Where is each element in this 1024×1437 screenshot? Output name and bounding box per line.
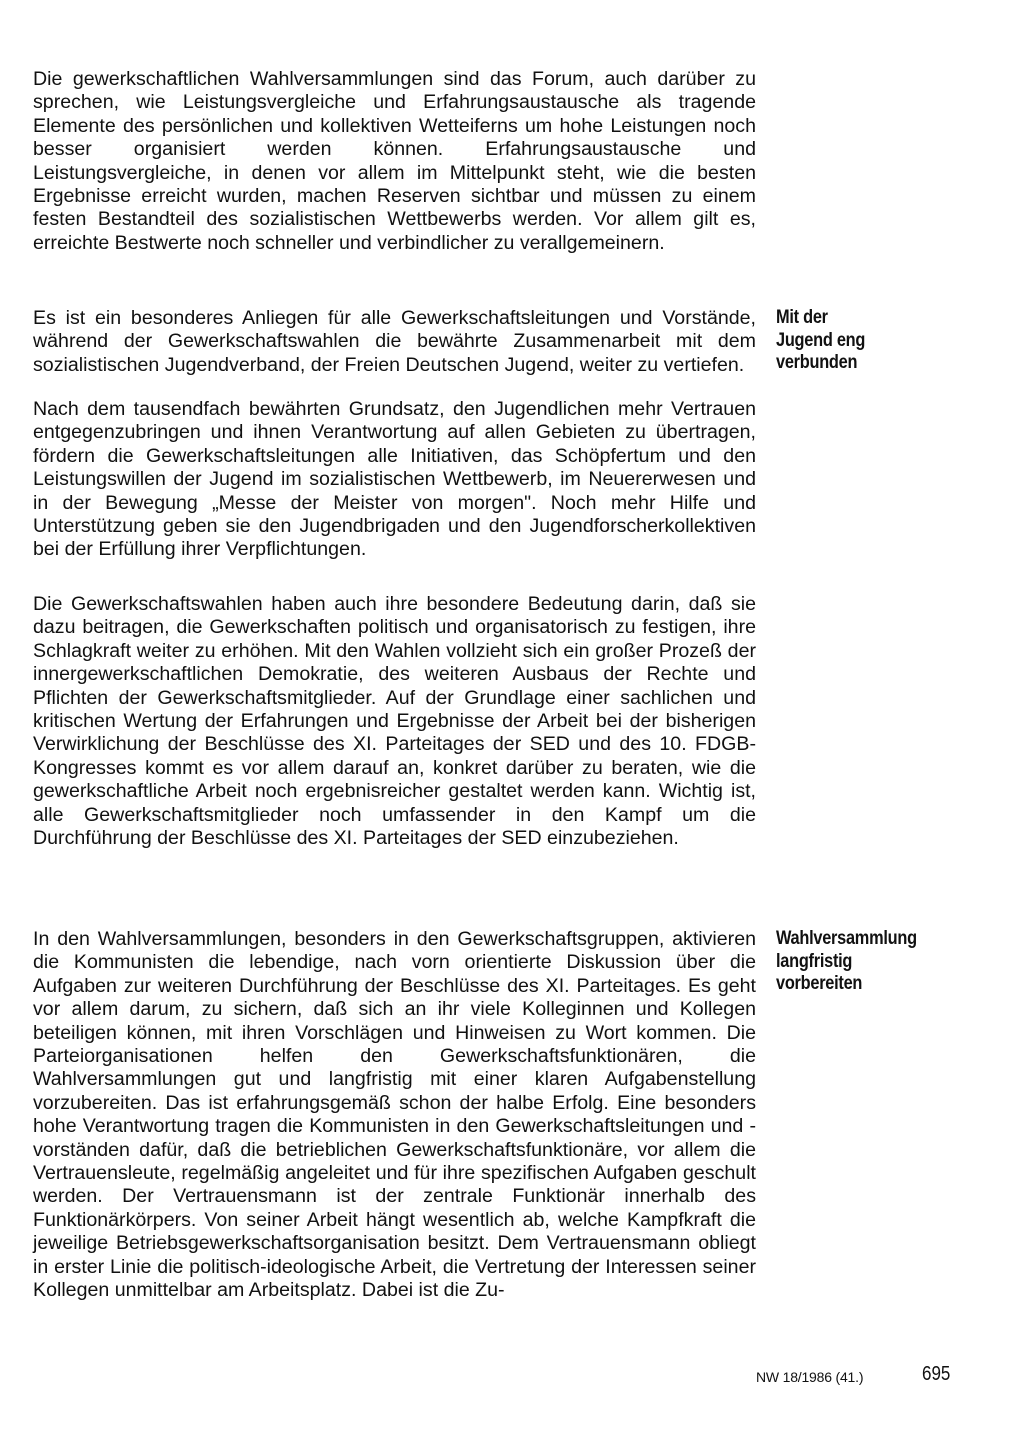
page-number: 695 [922, 1363, 951, 1385]
paragraph-3: Nach dem tausendfach bewährten Grundsatz, den Jugendlichen mehr Vertrauen entgegenzubringen und ihnen Verantwortung auf allen Gebieten zu übertragen, fördern die Gewerkschaftsleitungen alle Initiativen, das Schöpfertum und den Leistungswillen der Jugend im sozialistischen Wettbewerb, im Neuererwesen und in der Bewegung „Messe der Meister von morgen". Noch mehr Hilfe und Unterstützung geben sie den Jugendbrigaden und den Jugendforscherkollektiven bei der Erfüllung ihrer Verpflichtungen. [33, 398, 756, 561]
paragraph-1: Die gewerkschaftlichen Wahlversammlungen sind das Forum, auch darüber zu sprechen, wie Leistungsvergleiche und Erfahrungsaustausche als tragende Elemente des persönlichen und kollektiven Wetteiferns um hohe Leistungen noch besser organisiert werden können. Erfahrungsaustausche und Leistungsvergleiche, in denen vor allem im Mittelpunkt steht, wie die besten Ergebnisse erreicht wurden, machen Reserven sichtbar und müssen zu einem festen Bestandteil des sozialistischen Wettbewerbs werden. Vor allem gilt es, erreichte Bestwerte noch schneller und verbindlicher zu verallgemeinern. [33, 68, 756, 254]
footer-issue-reference: NW 18/1986 (41.) [756, 1369, 864, 1385]
paragraph-2: Es ist ein besonderes Anliegen für alle Gewerkschaftsleitungen und Vorstände, während der Gewerkschaftswahlen die bewährte Zusammenarbeit mit dem sozialistischen Jugendverband, der Freien Deutschen Jugend, weiter zu vertiefen. [33, 307, 756, 376]
paragraph-4: Die Gewerkschaftswahlen haben auch ihre besondere Bedeutung darin, daß sie dazu beitragen, die Gewerkschaften politisch und organisatorisch zu festigen, ihre Schlagkraft weiter zu erhöhen. Mit den Wahlen vollzieht sich ein großer Prozeß der innergewerkschaftlichen Demokratie, des weiteren Ausbaus der Rechte und Pflichten der Gewerkschaftsmitglieder. Auf der Grundlage einer sachlichen und kritischen Wertung der Erfahrungen und Ergebnisse der Arbeit bei der bisherigen Verwirklichung der Beschlüsse des XI. Parteitages der SED und des 10. FDGB-Kongresses kommt es vor allem darauf an, konkret darüber zu beraten, wie die gewerkschaftliche Arbeit noch ergebnisreicher gestaltet werden kann. Wichtig ist, alle Gewerkschaftsmitglieder noch umfassender in den Kampf um die Durchführung der Beschlüsse des XI. Parteitages der SED einzubeziehen. [33, 593, 756, 850]
paragraph-5: In den Wahlversammlungen, besonders in den Gewerkschaftsgruppen, aktivieren die Kommunisten die lebendige, nach vorn orientierte Diskussion über die Aufgaben zur weiteren Durchführung der Beschlüsse des XI. Parteitages. Es geht vor allem darum, zu sichern, daß sich an ihr viele Kolleginnen und Kollegen beteiligen können, mit ihren Vorschlägen und Hinweisen zu Wort kommen. Die Parteiorganisationen helfen den Gewerkschaftsfunktionären, die Wahlversammlungen gut und langfristig mit einer klaren Aufgabenstellung vorzubereiten. Das ist erfahrungsgemäß schon der halbe Erfolg. Eine besonders hohe Verantwortung tragen die Kommunisten in den Gewerkschaftsleitungen und -vorständen dafür, daß die betrieblichen Gewerkschaftsfunktionäre, vor allem die Vertrauensleute, regelmäßig angeleitet und für ihre spezifischen Aufgaben geschult werden. Der Vertrauensmann ist der zentrale Funktionär innerhalb des Funktionärkörpers. Von seiner Arbeit hängt wesentlich ab, welche Kampfkraft die jeweilige Betriebsgewerkschaftsorganisation besitzt. Dem Vertrauensmann obliegt in erster Linie die politisch-ideologische Arbeit, die Vertretung der Interessen seiner Kollegen unmittelbar am Arbeitsplatz. Dabei ist die Zu- [33, 928, 756, 1302]
margin-heading-election-meeting: Wahlversammlung langfristig vorbereiten [776, 928, 917, 994]
margin-heading-youth: Mit der Jugend eng verbunden [776, 307, 866, 373]
